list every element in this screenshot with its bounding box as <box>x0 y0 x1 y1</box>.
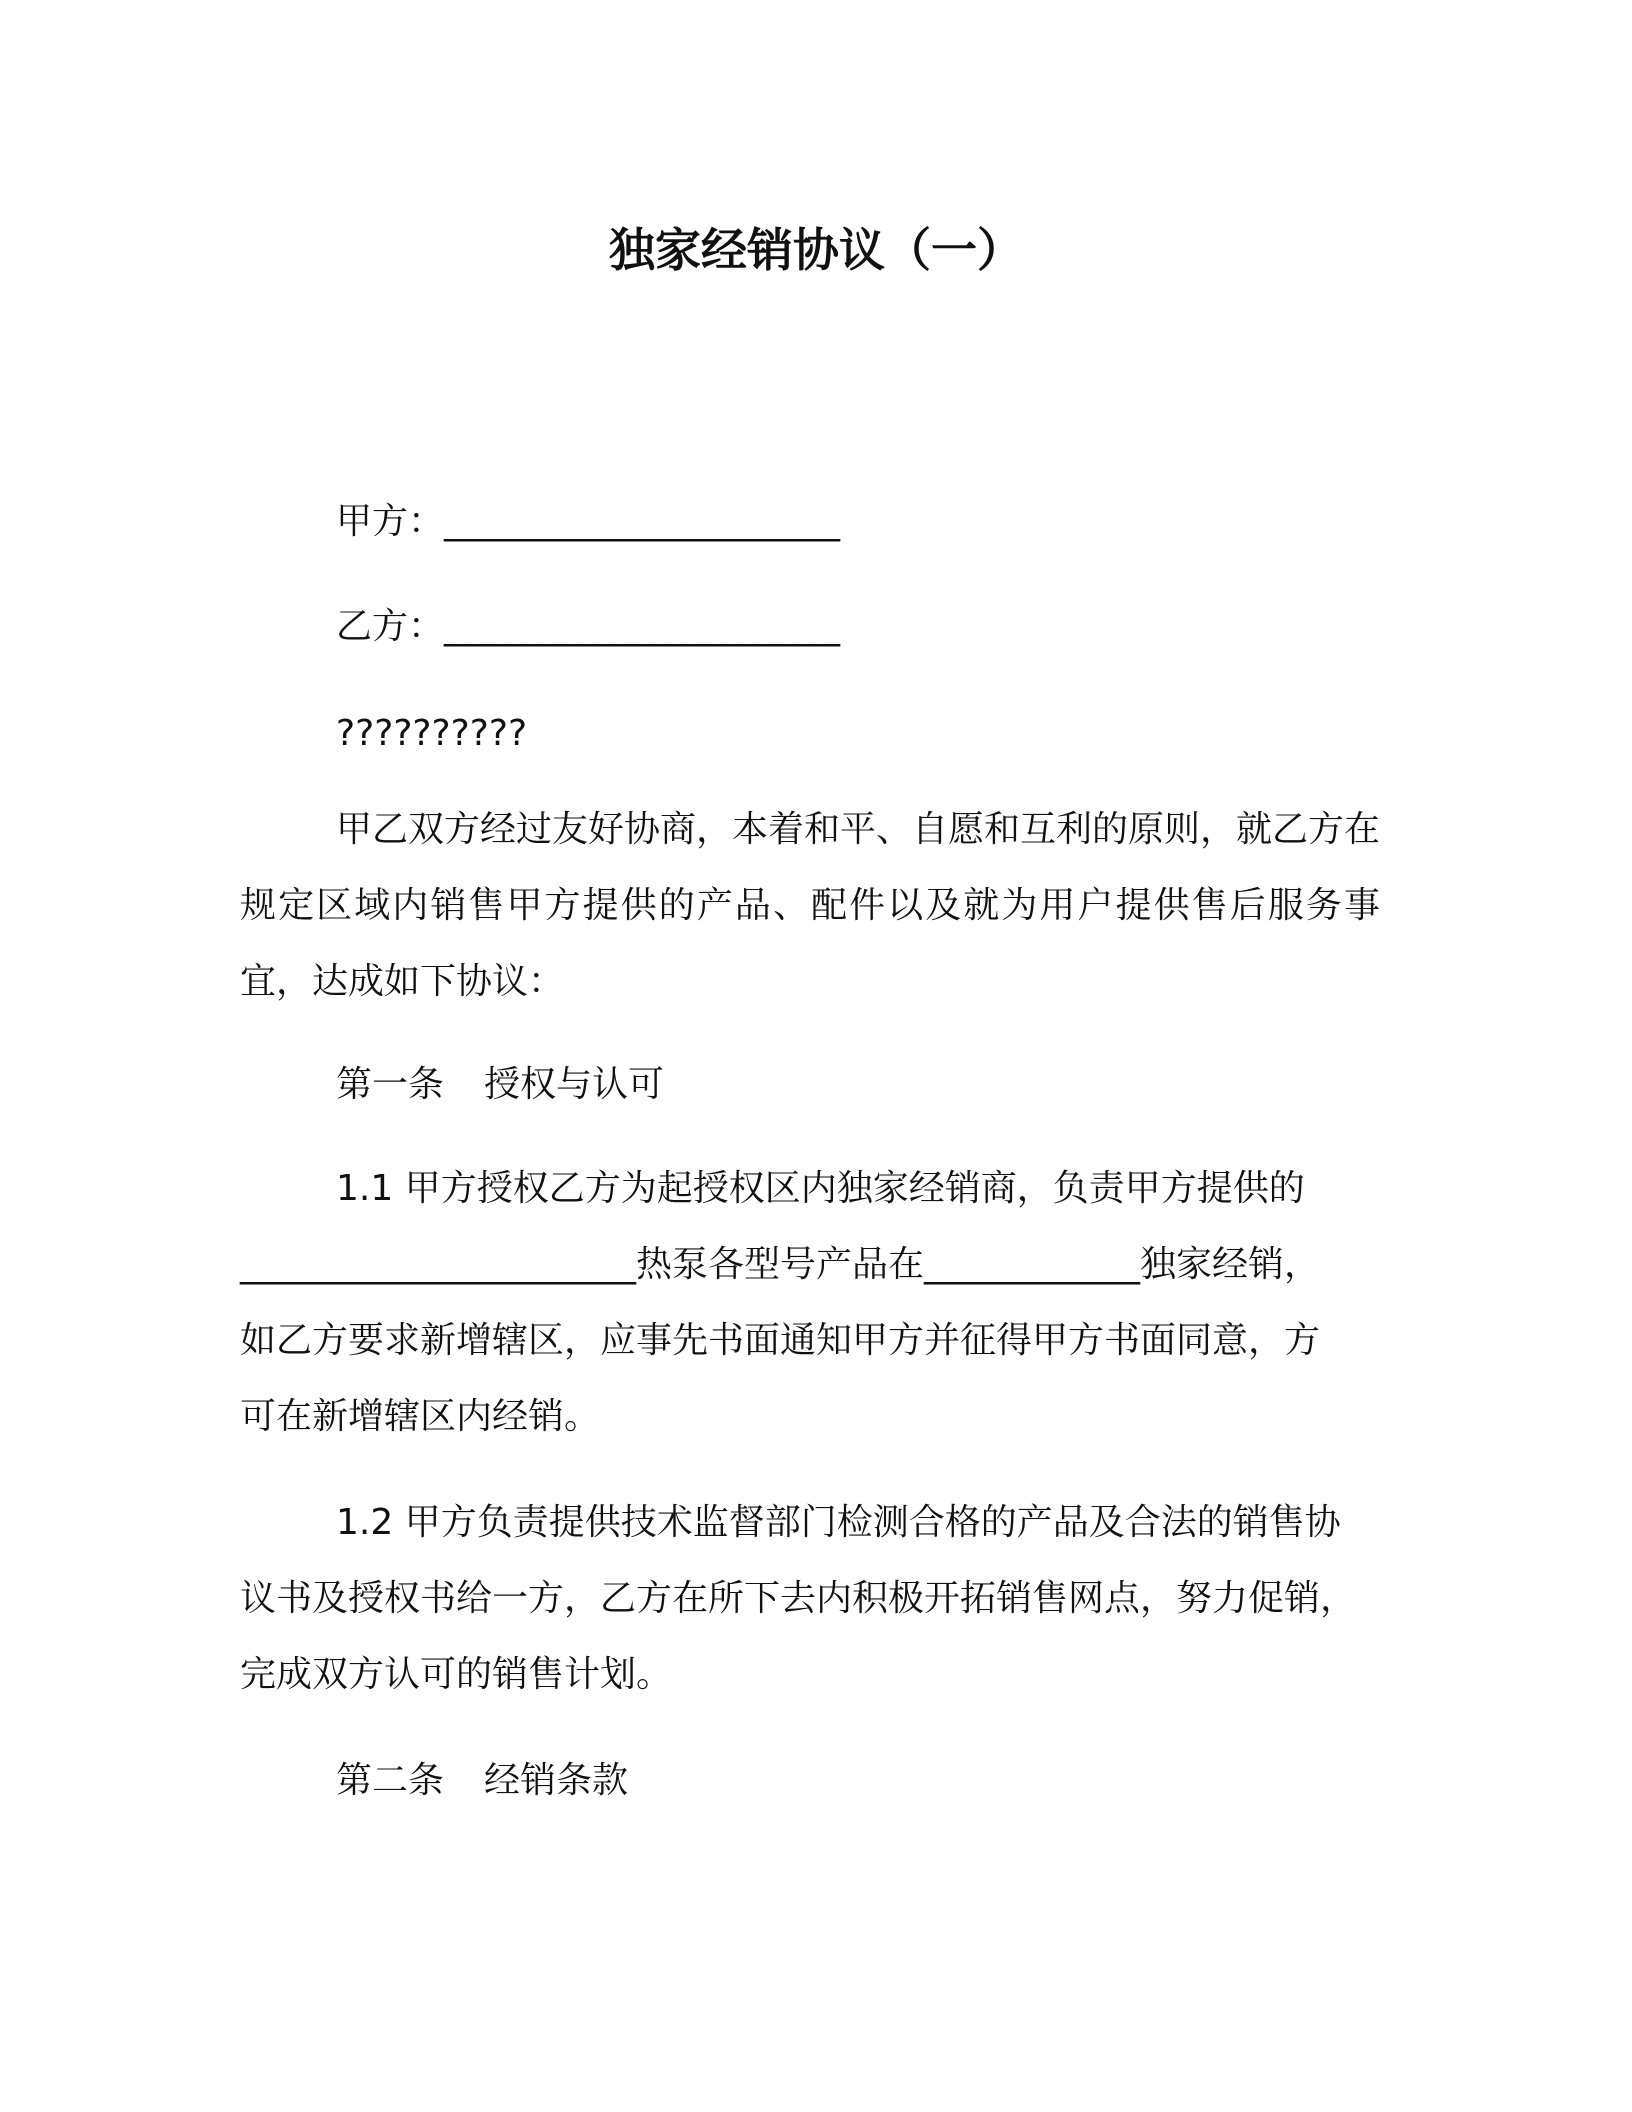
clause-1-2-line-1: 1.2 甲方负责提供技术监督部门检测合格的产品及合法的销售协 <box>336 1502 1341 1543</box>
placeholder-line: ?????????? <box>336 713 528 754</box>
clause-1-1-line-1: 1.1 甲方授权乙方为起授权区内独家经销商，负责甲方提供的 <box>336 1168 1305 1209</box>
clause-1-1-line-2: ______________________热泵各型号产品在____________独家经销， <box>240 1244 1321 1285</box>
party-a-line: 甲方：______________________ <box>336 501 841 542</box>
article-1-title: 授权与认可 <box>484 1064 665 1105</box>
clause-1-1-line-4: 可在新增辖区内经销。 <box>240 1396 601 1437</box>
article-1-number: 第一条 <box>336 1064 445 1105</box>
clause-1-2-line-2: 议书及授权书给一方，乙方在所下去内积极开拓销售网点，努力促销， <box>240 1578 1357 1619</box>
clause-1-2-line-3: 完成双方认可的销售计划。 <box>240 1654 673 1695</box>
article-2-number: 第二条 <box>336 1760 445 1801</box>
article-2-heading <box>336 1756 628 1806</box>
preamble-paragraph: 甲乙双方经过友好协商，本着和平、自愿和互利的原则，就乙方在规定区域内销售甲方提供的产品、配件以及就为用户提供售后服务事宜，达成如下协议： <box>240 809 1381 1002</box>
article-2-title: 经销条款 <box>484 1760 629 1801</box>
document-title: 独家经销协议（一） <box>609 223 1023 277</box>
clause-1-1-line-3: 如乙方要求新增辖区，应事先书面通知甲方并征得甲方书面同意，方 <box>240 1320 1321 1361</box>
party-b-line: 乙方：______________________ <box>336 606 841 647</box>
article-1-heading <box>336 1060 664 1110</box>
